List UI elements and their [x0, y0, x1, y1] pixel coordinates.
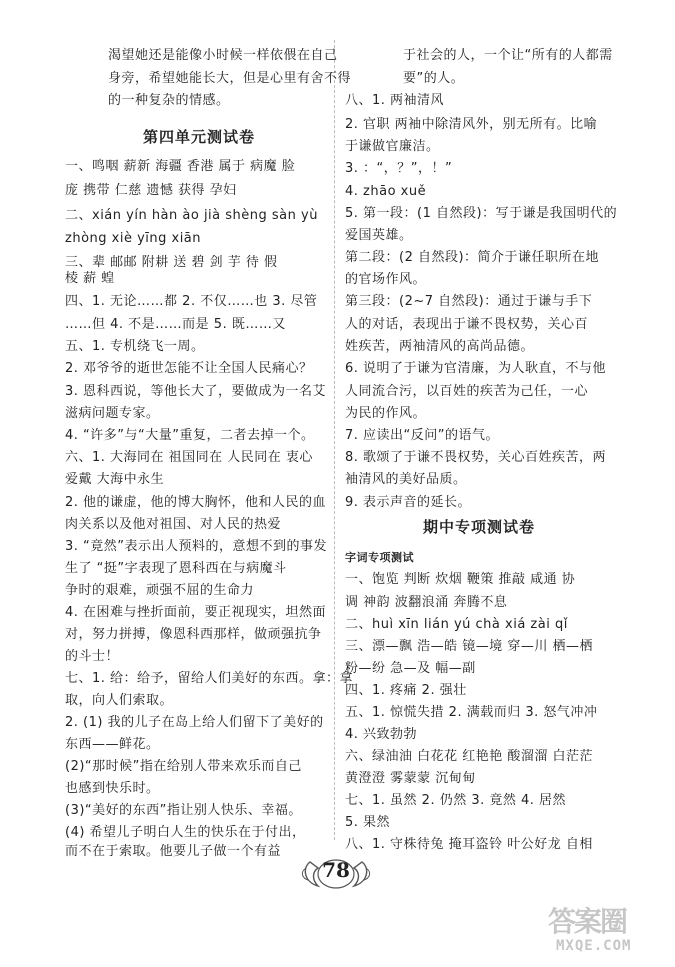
text-line: 五、1. 专机绕飞一周。 [65, 339, 205, 354]
text-line: zhòng xiè yīng xiān [65, 231, 202, 246]
text-line: 二、xián yín hàn ào jià shèng sàn yù [65, 208, 318, 223]
text-line: 爱戴 大海中永生 [65, 472, 165, 487]
text-line: 身旁，希望她能长大，但是心里有舍不得 [108, 71, 352, 86]
text-line: 八、1. 两袖清风 [345, 93, 445, 108]
section-title: 第四单元测试卷 [143, 128, 256, 146]
text-line: 8. 歌颂了于谦不畏权势，关心百姓疾苦，两 [345, 450, 607, 465]
text-line: 肉关系以及他对祖国、对人民的热爱 [65, 517, 282, 532]
text-line: 庞 携带 仁慈 遗憾 获得 孕妇 [65, 183, 237, 198]
text-line: 6. 说明了于谦为官清廉，为人耿直，不与他 [345, 361, 607, 376]
section-title: 期中专项测试卷 [423, 518, 536, 536]
text-line: 的斗士！ [65, 649, 120, 664]
text-line: 7. 应读出“反问”的语气。 [345, 428, 500, 443]
text-line: 黄澄澄 雾蒙蒙 沉甸甸 [345, 771, 476, 786]
text-line: 人的对话，表现出于谦不畏权势，关心百 [345, 317, 589, 332]
text-line: 第三段：(2~7 自然段)：通过于谦与手下 [345, 294, 593, 309]
text-line: 三、漂—飘 浩—皓 镜—境 穿—川 栖—栖 [345, 639, 594, 654]
text-line: 二、huì xīn lián yú chà xiá zài qǐ [345, 617, 568, 632]
text-line: 而不在于索取。他要儿子做一个有益 [65, 844, 282, 859]
text-line: 争时的艰难，顽强不屈的生命力 [65, 583, 255, 598]
watermark-logo [548, 900, 668, 960]
text-line: 取，向人们索取。 [65, 693, 174, 708]
text-line: 七、1. 虽然 2. 仍然 3. 竟然 4. 居然 [345, 793, 567, 808]
text-line: 的官场作风。 [345, 272, 427, 287]
text-line: 六、1. 大海同在 祖国同在 人民同在 衷心 [65, 450, 313, 465]
text-line: 5. 第一段：(1 自然段)：写于谦是我国明代的 [345, 206, 618, 221]
text-line: 生了 “挺”字表现了恩科西在与病魔斗 [65, 561, 287, 576]
text-line: 的一种复杂的情感。 [108, 93, 230, 108]
text-line: 3. “竟然”表示出人预料的，意想不到的事发 [65, 539, 328, 554]
text-line: 对，努力拼搏，像恩科西那样，做顽强抗争 [65, 627, 322, 642]
text-line: (4) 希望儿子明白人生的快乐在于付出， [65, 825, 306, 840]
text-line: 袖清风的美好品质。 [345, 472, 467, 487]
text-line: (3)“美好的东西”指让别人快乐、幸福。 [65, 803, 302, 818]
text-line: 2. (1) 我的儿子在岛上给人们留下了美好的 [65, 715, 324, 730]
text-line: 于谦做官廉洁。 [345, 139, 440, 154]
text-line: 四、1. 无论……都 2. 不仅……也 3. 尽管 [65, 294, 318, 309]
text-line: 2. 他的谦虚，他的博大胸怀，他和人民的血 [65, 495, 327, 510]
text-line: 4. 在困难与挫折面前，要正视现实，坦然面 [65, 605, 327, 620]
text-line: 调 神韵 波翻浪涌 奔腾不息 [345, 595, 508, 610]
watermark-url: MXQE.COM [556, 938, 632, 954]
text-line: 2. 官职 两袖中除清风外，别无所有。比喻 [345, 117, 598, 132]
text-line: ……但 4. 不是……而是 5. 既……又 [65, 317, 286, 332]
text-line: 三、辈 邮邮 附耕 送 碧 剑 芋 待 假 [65, 255, 278, 270]
text-line: 第二段：(2 自然段)：简介于谦任职所在地 [345, 250, 600, 265]
text-line: 东西——鲜花。 [65, 737, 160, 752]
text-line: 爱国英雄。 [345, 228, 413, 243]
subsection-title: 字词专项测试 [345, 551, 414, 564]
text-line: 一、鸣咽 薪新 海疆 香港 属于 病魔 脸 [65, 159, 296, 174]
text-line: 3. ：“，？”，！” [345, 161, 453, 176]
text-line: 粉—纷 急—及 幅—副 [345, 661, 476, 676]
watermark-text: 答案圈 [548, 905, 627, 938]
text-line: 姓疾苦，两袖清风的高尚品德。 [345, 339, 535, 354]
text-line: 也感到快乐时。 [65, 781, 160, 796]
text-line: 渴望她还是能像小时候一样依偎在自己 [108, 48, 338, 63]
text-line: 四、1. 疼痛 2. 强壮 [345, 683, 467, 698]
text-line: (2)“那时候”指在给别人带来欢乐而自己 [65, 759, 302, 774]
text-line: 3. 恩科西说，等他长大了，要做成为一名艾 [65, 384, 327, 399]
text-line: 六、绿油油 白花花 红艳艳 酸溜溜 白茫茫 [345, 749, 594, 764]
text-line: 为民的作风。 [345, 406, 427, 421]
text-line: 要”的人。 [403, 71, 465, 86]
page-number [300, 848, 372, 896]
text-line: 4. zhāo xuě [345, 184, 427, 199]
text-line: 八、1. 守株待兔 掩耳盗铃 叶公好龙 自相 [345, 837, 593, 852]
text-line: 棱 薪 蝗 [65, 271, 115, 286]
text-line: 4. 兴致勃勃 [345, 727, 418, 742]
text-line: 五、1. 惊慌失措 2. 满载而归 3. 怒气冲冲 [345, 705, 598, 720]
column-divider [334, 40, 335, 840]
text-line: 滋病问题专家。 [65, 406, 160, 421]
text-line: 于社会的人，一个让“所有的人都需 [403, 48, 613, 63]
text-line: 9. 表示声音的延长。 [345, 495, 472, 510]
text-line: 人同流合污，以百姓的疾苦为己任，一心 [345, 384, 589, 399]
text-line: 4. “许多”与“大量”重复，二者去掉一个。 [65, 428, 315, 443]
text-line: 七、1. 给：给予，留给人们美好的东西。拿：拿 [65, 671, 354, 686]
text-line: 一、饱览 判断 炊烟 鞭策 推敲 咸通 协 [345, 572, 576, 587]
page-number-text: 78 [322, 858, 350, 882]
text-line: 2. 邓爷爷的逝世怎能不让全国人民痛心？ [65, 361, 313, 376]
text-line: 5. 果然 [345, 815, 391, 830]
